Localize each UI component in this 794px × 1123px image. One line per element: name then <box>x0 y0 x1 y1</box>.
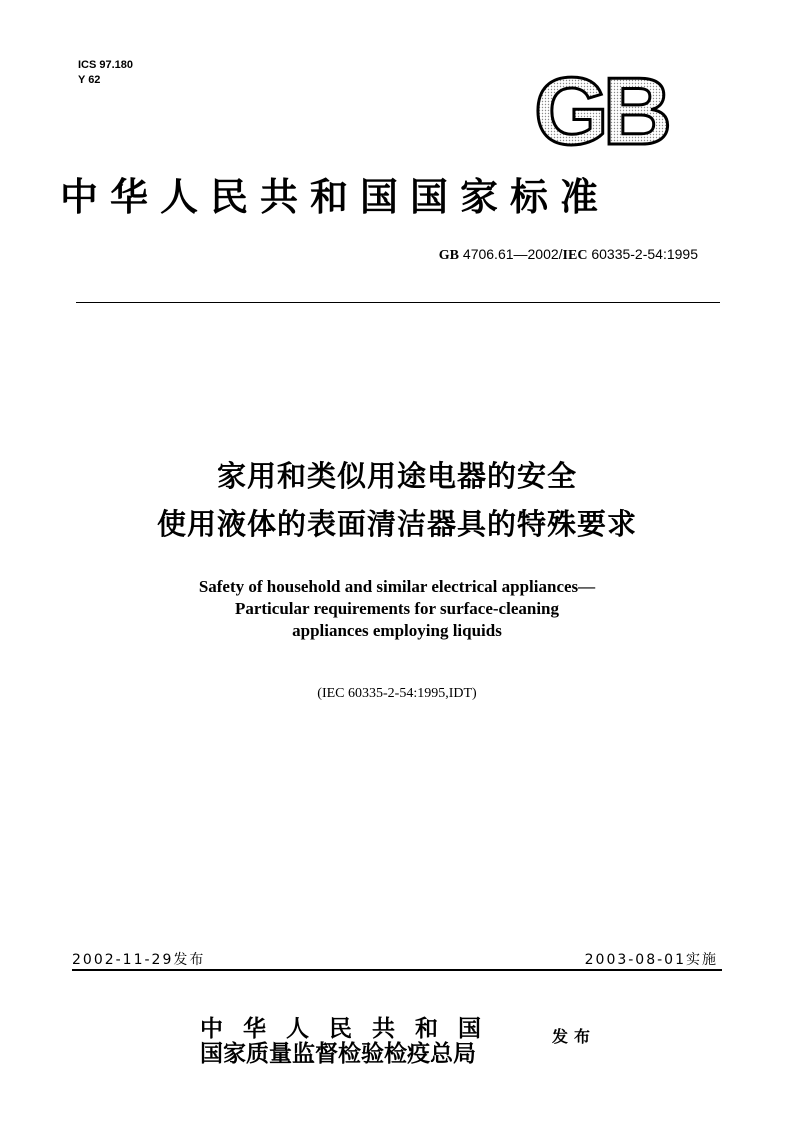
english-title-line-1: Safety of household and similar electrical appliances— <box>198 577 596 596</box>
publisher-line-2: 国家质量监督检验检疫总局 <box>200 1040 476 1067</box>
english-title-line-2: Particular requirements for surface-cleaning <box>234 599 560 618</box>
english-title <box>0 576 794 642</box>
chinese-title-line-1: 家用和类似用途电器的安全 <box>216 459 577 493</box>
gb-logo <box>520 70 680 150</box>
implementation-date: 2003-08-01实施 <box>584 952 718 968</box>
ics-code: ICS 97.180 <box>78 59 134 71</box>
standard-number-main: 4706.61—2002/ <box>459 246 563 262</box>
header-divider <box>76 302 720 303</box>
gb-logo-text: GB <box>534 70 666 150</box>
classification-codes <box>78 58 133 88</box>
standard-category-title: 中华人民共和国国家标准 <box>60 174 611 219</box>
publisher-line-1: 中华人民共和国 <box>200 1015 501 1042</box>
publisher-verb: 发布 <box>552 1027 597 1046</box>
chinese-title-line-2: 使用液体的表面清洁器具的特殊要求 <box>156 507 637 541</box>
date-divider <box>72 969 722 971</box>
issue-date: 2002-11-29发布 <box>72 952 206 968</box>
standard-number-prefix: GB <box>438 248 460 263</box>
standard-number-iec: 60335-2-54:1995 <box>587 246 698 262</box>
iec-reference: (IEC 60335-2-54:1995,IDT) <box>317 686 477 701</box>
chinese-title <box>0 452 794 548</box>
standard-number-iec-prefix: IEC <box>562 248 588 263</box>
english-title-line-3: appliances employing liquids <box>292 621 502 640</box>
standard-number <box>439 246 698 264</box>
class-code: Y 62 <box>78 74 101 86</box>
